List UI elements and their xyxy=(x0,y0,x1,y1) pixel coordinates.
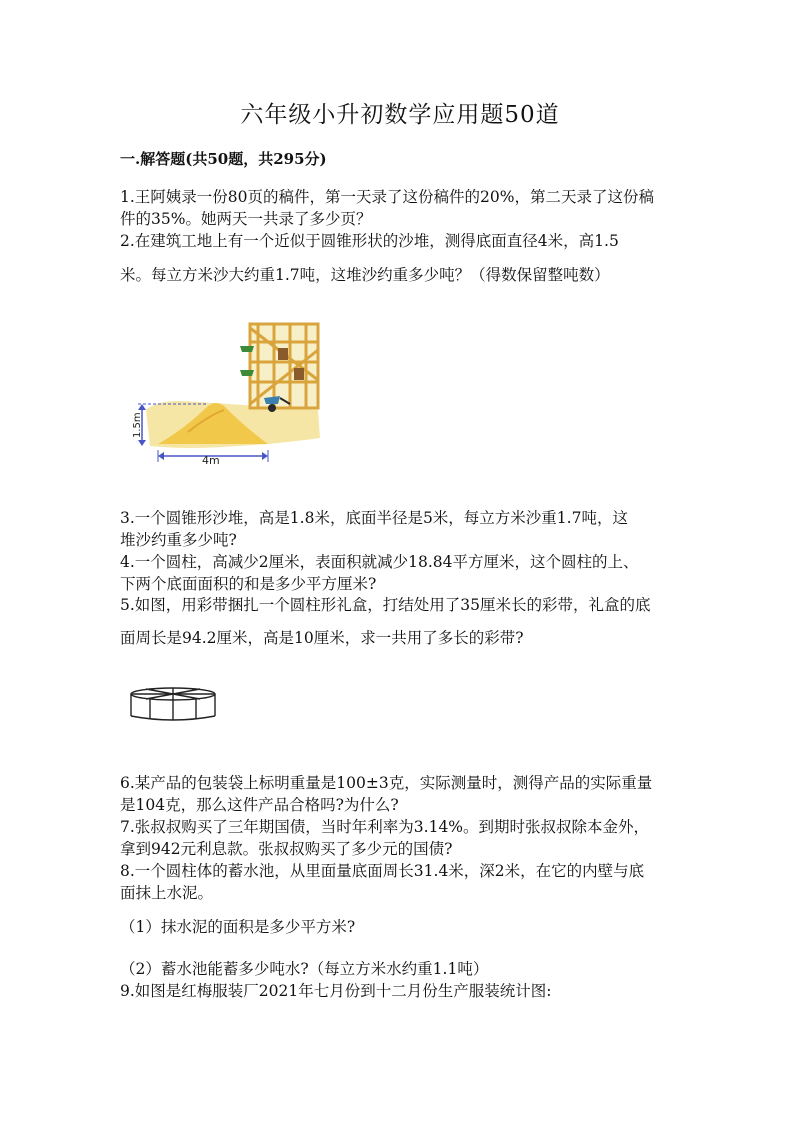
problem-8-line-2: 面抹上水泥。 xyxy=(120,884,214,902)
height-label: 1.5m xyxy=(132,412,143,438)
problem-5-line-1: 5.如图，用彩带捆扎一个圆柱形礼盒，打结处用了35厘米长的彩带，礼盒的底 xyxy=(120,596,651,614)
diameter-label: 4m xyxy=(202,454,220,467)
problem-8-line-1: 8.一个圆柱体的蓄水池，从里面量底面周长31.4米，深2米，在它的内壁与底 xyxy=(120,862,645,880)
problem-6-line-1: 6.某产品的包装袋上标明重量是100±3克，实际测量时，测得产品的实际重量 xyxy=(120,774,653,792)
section-heading: 一.解答题(共50题，共295分) xyxy=(120,150,327,168)
problem-8-sub-2: （2）蓄水池能蓄多少吨水?（每立方米水约重1.1吨） xyxy=(120,960,489,978)
problem-8-sub-1: （1）抹水泥的面积是多少平方米? xyxy=(120,918,356,936)
problem-2-line-1: 2.在建筑工地上有一个近似于圆锥形状的沙堆，测得底面直径4米，高1.5 xyxy=(120,232,619,250)
cylinder-gift-box-icon xyxy=(126,684,220,724)
problem-1-line-2: 件的35%。她两天一共录了多少页？ xyxy=(120,210,372,228)
problem-7-line-1: 7.张叔叔购买了三年期国债，当时年利率为3.14%。到期时张叔叔除本金外， xyxy=(120,818,650,836)
problem-6-line-2: 是104克，那么这件产品合格吗?为什么? xyxy=(120,796,399,814)
bucket-icon xyxy=(240,346,254,352)
problem-5-line-2: 面周长是94.2厘米，高是10厘米，求一共用了多长的彩带? xyxy=(120,629,524,647)
problem-1-line-1: 1.王阿姨录一份80页的稿件，第一天录了这份稿件的20%，第二天录了这份稿 xyxy=(120,188,654,206)
problem-4-line-2: 下两个底面面积的和是多少平方厘米? xyxy=(120,575,377,593)
sand-pile-figure xyxy=(128,320,328,470)
problem-7-line-2: 拿到942元利息款。张叔叔购买了多少元的国债? xyxy=(120,840,453,858)
problem-3-line-1: 3.一个圆锥形沙堆，高是1.8米，底面半径是5米，每立方米沙重1.7吨，这 xyxy=(120,509,628,527)
scaffold-building xyxy=(250,324,318,408)
problem-9-line-1: 9.如图是红梅服装厂2021年七月份到十二月份生产服装统计图: xyxy=(120,982,552,1000)
problem-2-line-2: 米。每立方米沙大约重1.7吨，这堆沙约重多少吨？（得数保留整吨数） xyxy=(120,266,610,284)
problem-3-line-2: 堆沙约重多少吨? xyxy=(120,531,237,549)
problem-4-line-1: 4.一个圆柱，高减少2厘米，表面积就减少18.84平方厘米，这个圆柱的上、 xyxy=(120,553,639,571)
page-title: 六年级小升初数学应用题50道 xyxy=(240,102,560,128)
